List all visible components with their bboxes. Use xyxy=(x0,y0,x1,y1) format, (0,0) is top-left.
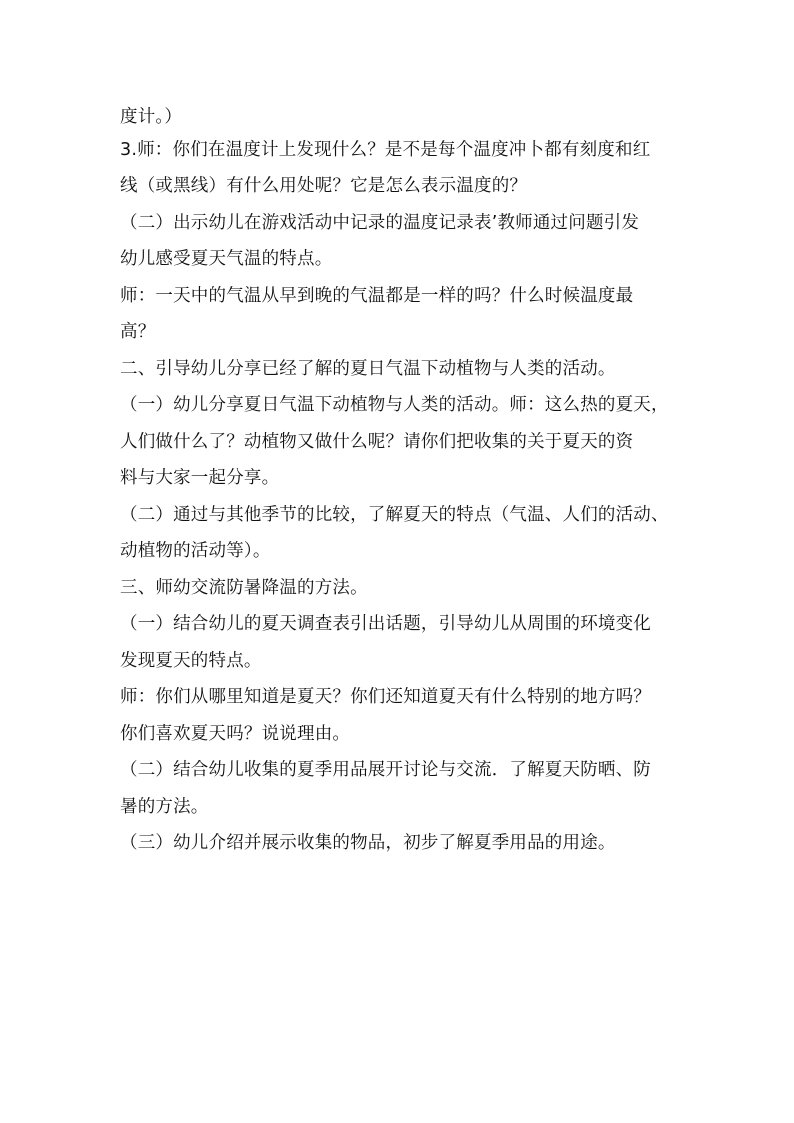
text-line: 暑的方法。 xyxy=(120,797,209,817)
text-line: 幼儿感受夏天气温的特点。 xyxy=(120,249,333,269)
document-body xyxy=(120,101,690,860)
text-line: （一）幼儿分享夏日气温下动植物与人类的活动。师：这么热的夏天， xyxy=(120,395,669,415)
text-line: （二）通过与其他季节的比较，了解夏天的特点（气温、人们的活动、 xyxy=(120,505,669,525)
text-line: 高？ xyxy=(120,322,156,342)
text-line: 人们做什么了？动植物又做什么呢？请你们把收集的关于夏天的资 xyxy=(120,432,634,452)
text-line: （二）结合幼儿收集的夏季用品展开讨论与交流．了解夏天防晒、防 xyxy=(120,760,651,780)
text-line: 3.师：你们在温度计上发现什么？是不是每个温度冲卜都有刻度和红 xyxy=(120,140,651,160)
text-line: 发现夏天的特点。 xyxy=(120,651,262,671)
text-line: 师：你们从哪里知道是夏天？你们还知道夏天有什么特别的地方吗？ xyxy=(120,687,651,707)
text-line: （三）幼儿介绍并展示收集的物品，初步了解夏季用品的用途。 xyxy=(120,833,616,853)
text-line: 二、引导幼儿分享已经了解的夏日气温下动植物与人类的活动。 xyxy=(120,359,616,379)
text-line: 动植物的活动等）。 xyxy=(120,541,271,561)
text-line: 你们喜欢夏天吗？说说理由。 xyxy=(120,724,351,744)
text-line: 三、师幼交流防暑降温的方法。 xyxy=(120,578,368,598)
text-line: （二）出示幼儿在游戏活动中记录的温度记录表’教师通过问题引发 xyxy=(120,213,640,233)
text-line: 度计。） xyxy=(120,107,183,127)
text-line: 料与大家一起分享。 xyxy=(120,468,280,488)
text-line: （一）结合幼儿的夏天调查表引出话题，引导幼儿从周围的环境变化 xyxy=(120,614,651,634)
text-line: 线（或黑线）有什么用处呢？它是怎么表示温度的？ xyxy=(120,176,528,196)
text-line: 师：一天中的气温从早到晚的气温都是一样的吗？什么时候温度最 xyxy=(120,286,634,306)
